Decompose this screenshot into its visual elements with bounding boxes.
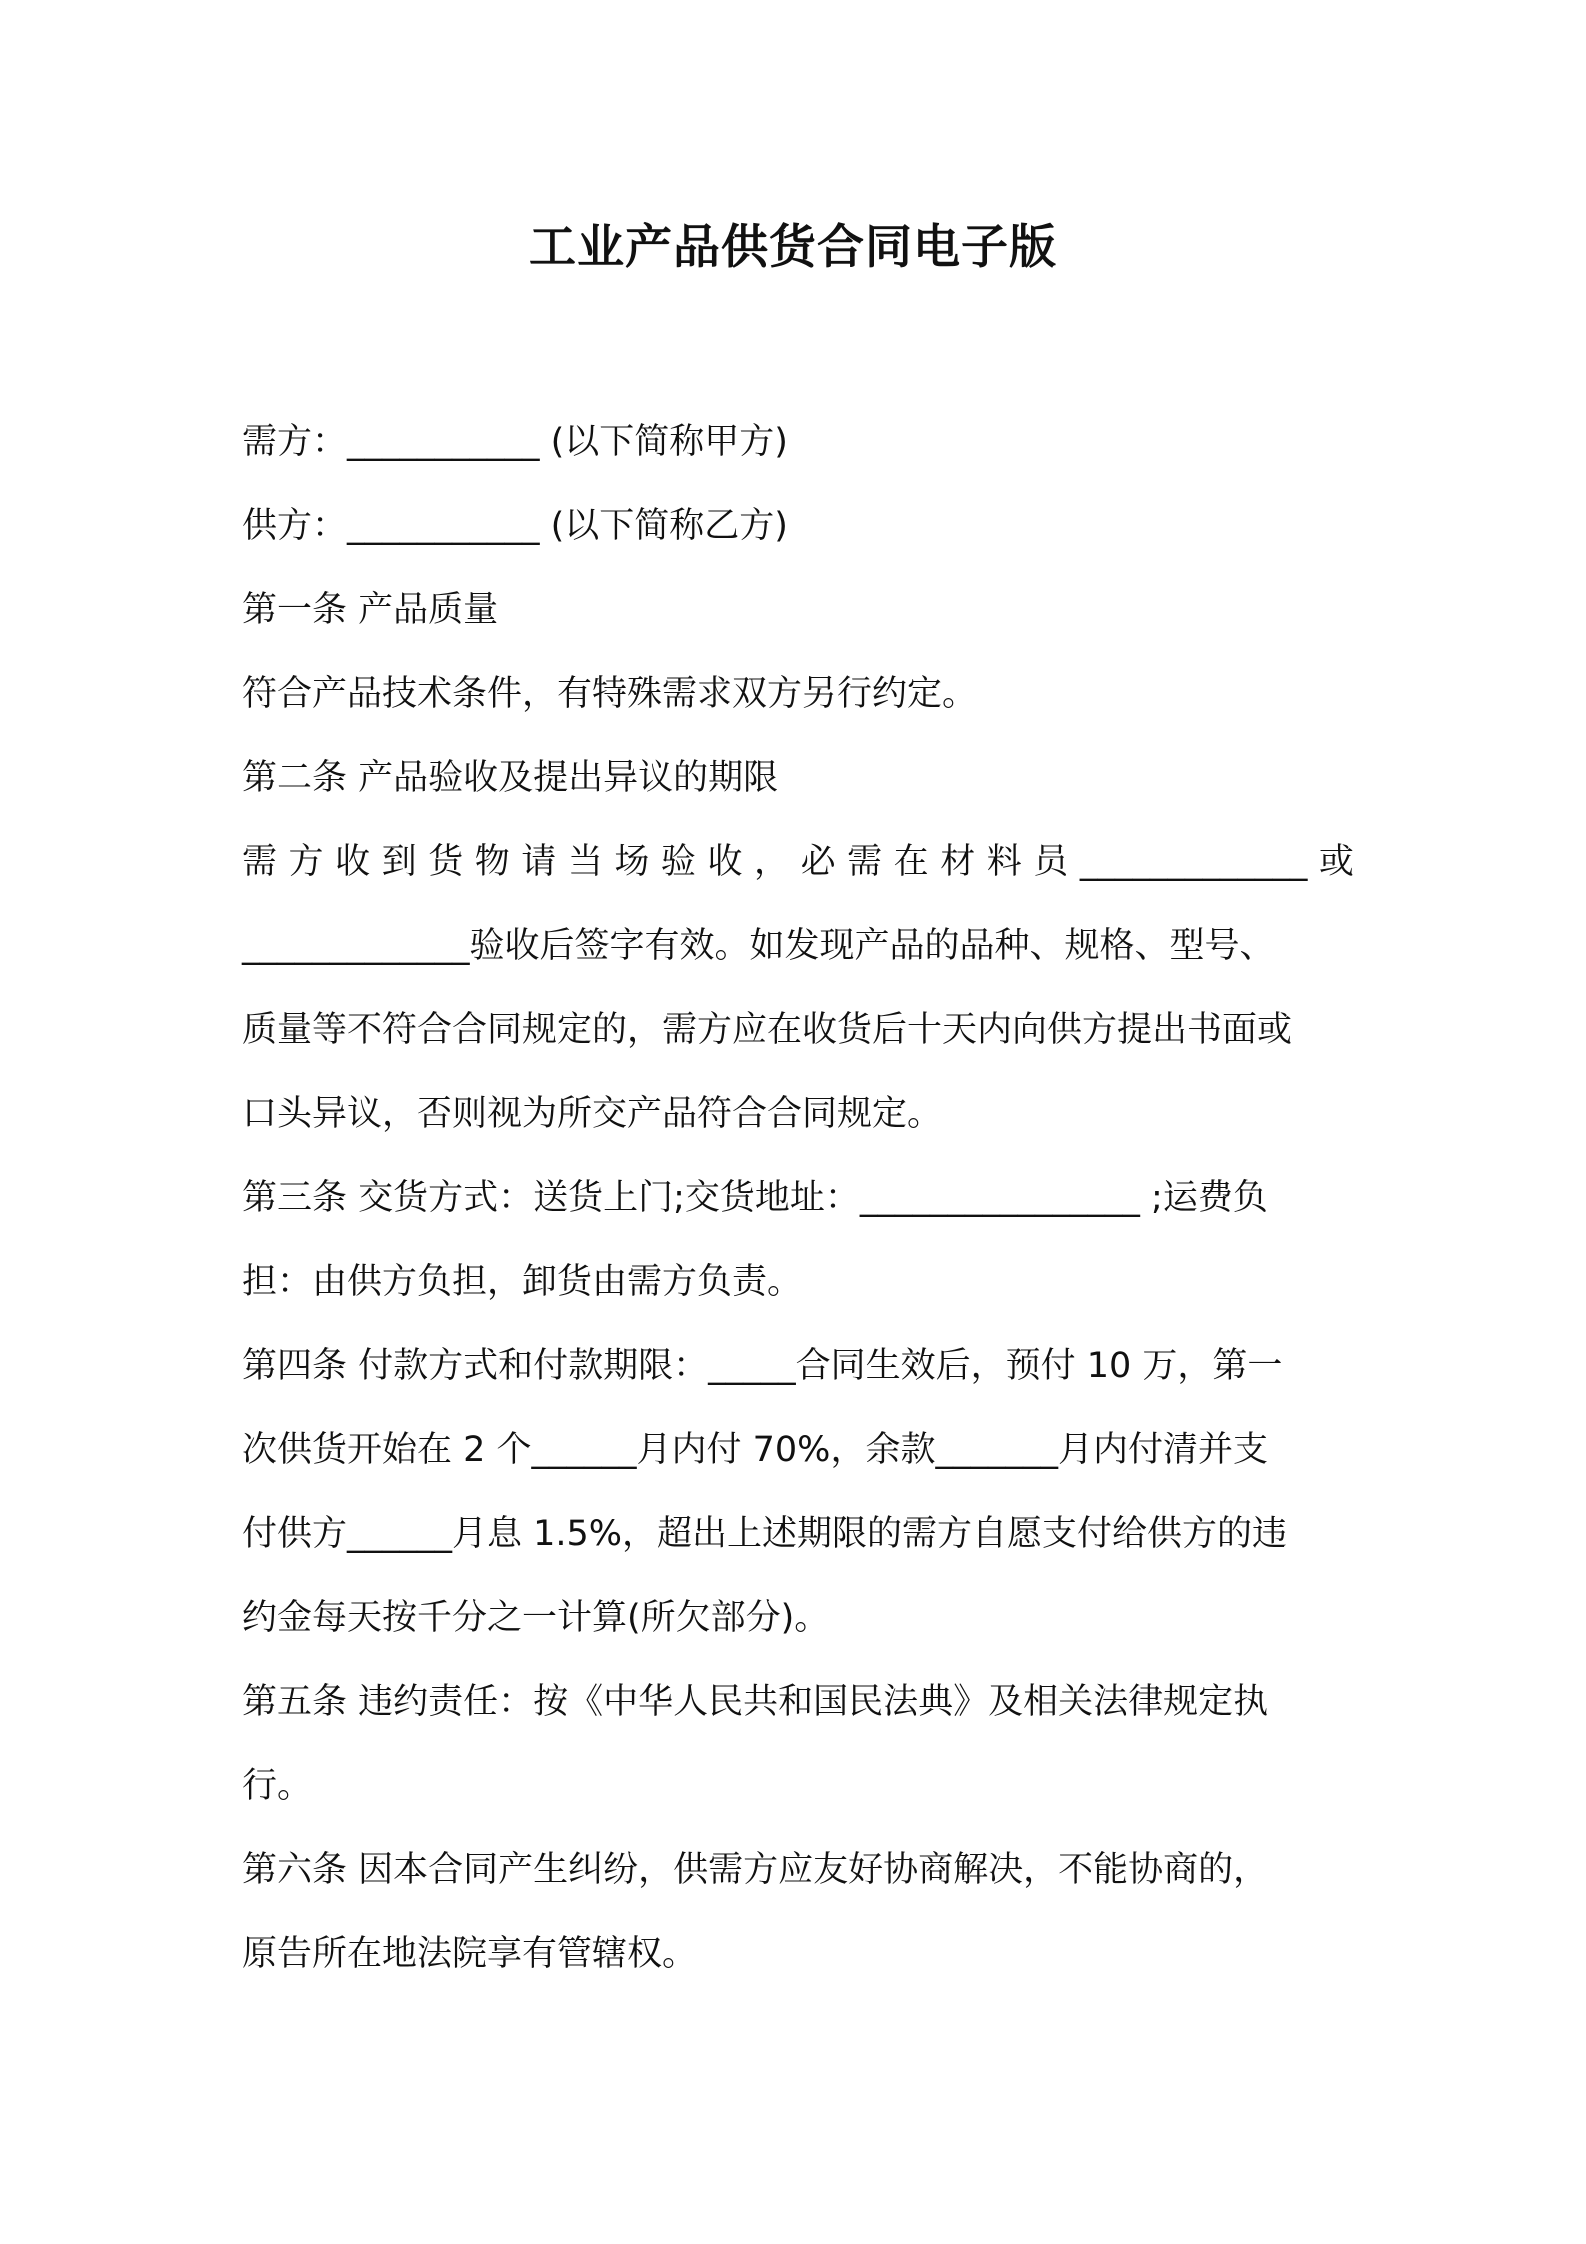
text-glyph: 方 bbox=[288, 842, 324, 882]
article-6-line-2: 原告所在地法院享有管辖权。 bbox=[242, 1934, 698, 1974]
text-glyph: 员 bbox=[1033, 842, 1069, 882]
article-4-line-1: 第四条 付款方式和付款期限：_____合同生效后，预付 10 万，第一 bbox=[242, 1346, 1283, 1386]
article-2-text-line-1 bbox=[242, 820, 1354, 904]
article-6-line-1: 第六条 因本合同产生纠纷，供需方应友好协商解决，不能协商的， bbox=[242, 1850, 1269, 1890]
text-glyph: 料 bbox=[986, 842, 1022, 882]
article-2-text-line-4: 口头异议，否则视为所交产品符合合同规定。 bbox=[242, 1094, 943, 1134]
article-4-line-4: 约金每天按千分之一计算(所欠部分)。 bbox=[242, 1598, 830, 1638]
article-1-text: 符合产品技术条件，有特殊需求双方另行约定。 bbox=[242, 674, 978, 714]
article-4-line-3: 付供方______月息 1.5%，超出上述期限的需方自愿支付给供方的违 bbox=[242, 1514, 1288, 1554]
text-glyph: 当 bbox=[567, 842, 603, 882]
text-glyph: 或 bbox=[1318, 842, 1354, 882]
text-glyph: 需 bbox=[242, 842, 278, 882]
article-5-line-2: 行。 bbox=[242, 1766, 313, 1806]
article-2-text-line-3: 质量等不符合合同规定的，需方应在收货后十天内向供方提出书面或 bbox=[242, 1010, 1293, 1050]
contract-body bbox=[242, 400, 1354, 1996]
document-title: 工业产品供货合同电子版 bbox=[529, 220, 1057, 275]
text-glyph: 物 bbox=[474, 842, 510, 882]
article-5-line-1: 第五条 违约责任：按《中华人民共和国民法典》及相关法律规定执 bbox=[242, 1682, 1269, 1722]
text-glyph: 货 bbox=[428, 842, 464, 882]
buyer-line: 需方：___________ (以下简称甲方) bbox=[242, 422, 788, 462]
text-glyph: 材 bbox=[940, 842, 976, 882]
text-glyph: 场 bbox=[614, 842, 650, 882]
text-glyph: _____________ bbox=[1079, 842, 1308, 882]
article-3-line-1: 第三条 交货方式：送货上门;交货地址：________________ ;运费负 bbox=[242, 1178, 1268, 1218]
text-glyph: 必 bbox=[800, 842, 836, 882]
text-glyph: 到 bbox=[381, 842, 417, 882]
article-2-heading: 第二条 产品验收及提出异议的期限 bbox=[242, 758, 779, 798]
article-3-line-2: 担：由供方负担，卸货由需方负责。 bbox=[242, 1262, 803, 1302]
text-glyph: 收 bbox=[335, 842, 371, 882]
text-glyph: 验 bbox=[660, 842, 696, 882]
text-glyph: 收 bbox=[707, 842, 743, 882]
article-2-text-line-2: _____________验收后签字有效。如发现产品的品种、规格、型号、 bbox=[242, 926, 1275, 966]
text-glyph: 在 bbox=[893, 842, 929, 882]
text-glyph: 需 bbox=[847, 842, 883, 882]
text-glyph: 请 bbox=[521, 842, 557, 882]
supplier-line: 供方：___________ (以下简称乙方) bbox=[242, 506, 788, 546]
text-glyph: ， bbox=[754, 842, 790, 882]
article-4-line-2: 次供货开始在 2 个______月内付 70%，余款_______月内付清并支 bbox=[242, 1430, 1268, 1470]
article-1-heading: 第一条 产品质量 bbox=[242, 590, 499, 630]
